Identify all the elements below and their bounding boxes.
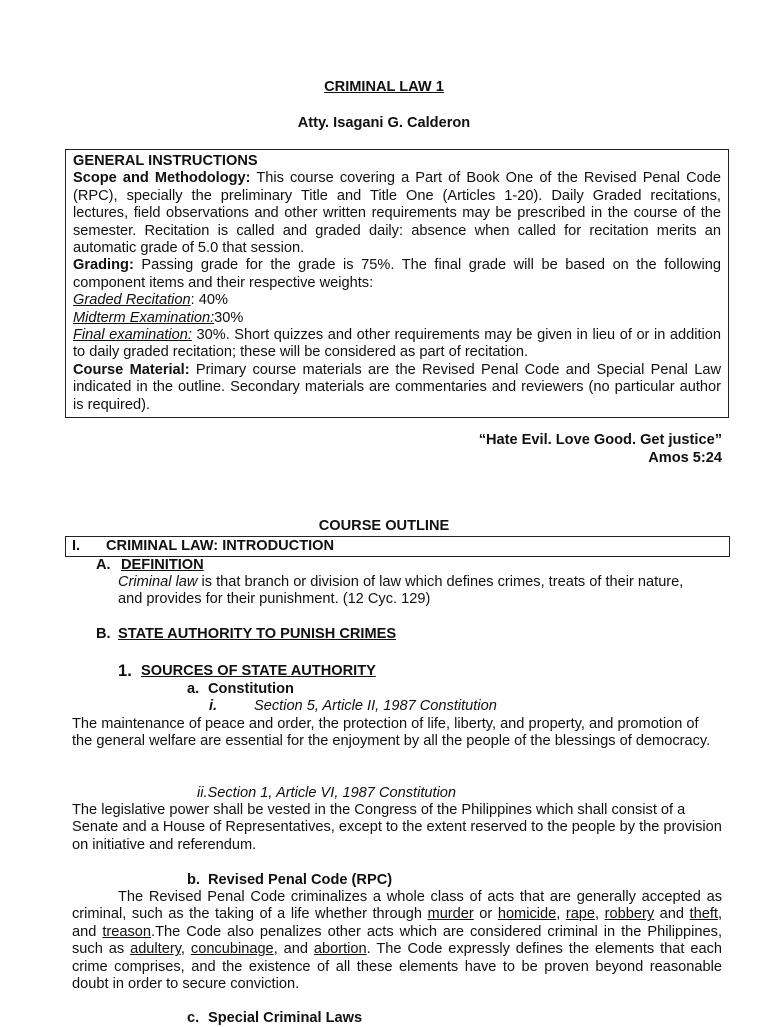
definition-term: Criminal law <box>118 574 198 590</box>
quote-source: Amos 5:24 <box>648 450 722 466</box>
title-text: CRIMINAL LAW 1 <box>324 79 444 95</box>
weight-recitation-label: Graded Recitation <box>73 292 191 309</box>
special-laws-heading: Special Criminal Laws <box>208 1010 363 1026</box>
grading-text: Passing grade for the grade is 75%. The final grade will be based on the following component items and their respective weights: <box>73 257 721 291</box>
rpc-text-2: .The Code also penalizes other acts which are considered criminal in the Philippines, such as <box>72 923 722 958</box>
scope-text: This course covering a Part of Book One of the Revised Penal Code (RPC), specially the preliminary Title and Title One (Articles 1-20). Daily Graded recitations, lectures, field observations and other written requirements may be prescribed in the course of the semester. Recitation is called and graded daily: absence when called for recitation merits an automatic grade of 5.0 that session. <box>73 170 721 257</box>
weight-recitation <box>73 292 721 309</box>
definition-heading: DEFINITION <box>121 557 204 573</box>
section5-text: The maintenance of peace and order, the protection of life, liberty, and property, and promotion of the general welfare are essential for the enjoyment by all the people of the blessings of democracy. <box>72 716 711 750</box>
rpc-text-1: The Revised Penal Code criminalizes a whole class of acts that are generally accepted as criminal, such as the taking of a life whether through <box>72 889 722 923</box>
item-a-label: A. <box>96 557 111 573</box>
crime-adultery: adultery <box>130 941 181 958</box>
rpc-heading: Revised Penal Code (RPC) <box>208 872 393 888</box>
crime-robbery: robbery <box>604 906 655 923</box>
weight-recitation-value: : 40% <box>190 292 228 309</box>
section-one-title: CRIMINAL LAW: INTRODUCTION <box>106 538 335 554</box>
rpc-paragraph <box>72 889 722 993</box>
weight-final-value: 30%. Short quizzes and other requirements may be given in lieu of or in addition to daily graded recitation; these will be considered as part of recitation. <box>73 327 721 361</box>
scope-label: Scope and Methodology: <box>73 170 251 187</box>
author-name: Atty. Isagani G. Calderon <box>297 115 471 131</box>
crime-abortion: abortion <box>313 941 367 958</box>
document-title <box>0 79 768 96</box>
crime-treason: treason <box>102 923 152 940</box>
weight-final-label: Final examination: <box>73 327 192 344</box>
section1-citation: ii.Section 1, Article VI, 1987 Constitution <box>197 785 457 801</box>
sources-heading: SOURCES OF STATE AUTHORITY <box>141 663 376 679</box>
instructions-heading: GENERAL INSTRUCTIONS <box>73 153 258 169</box>
item-sub-b-label: b. <box>187 872 200 888</box>
section5-citation: Section 5, Article II, 1987 Constitution <box>254 698 497 714</box>
rpc-text-3: . The Code expressly defines the elements that each crime comprises, and the existence of all these elements have to be proven beyond reasonable doubt in order to secure conviction. <box>72 941 723 993</box>
course-outline-heading: COURSE OUTLINE <box>318 518 450 534</box>
grading-label: Grading: <box>73 257 134 274</box>
weight-final <box>73 327 721 362</box>
material-paragraph <box>73 362 721 414</box>
item-sub-c-label: c. <box>187 1010 200 1026</box>
definition-paragraph <box>118 574 708 609</box>
rpc-sep-or: or <box>473 906 498 923</box>
crime-concubinage: concubinage <box>190 941 274 958</box>
item-i-label: i. <box>209 698 218 714</box>
weight-midterm <box>73 310 721 327</box>
quote-text: “Hate Evil. Love Good. Get justice” <box>478 432 722 448</box>
crime-murder: murder <box>427 906 474 923</box>
crime-homicide: homicide <box>497 906 557 923</box>
item-b-label: B. <box>96 626 111 642</box>
crime-rape: rape <box>565 906 596 923</box>
scope-paragraph <box>73 170 721 257</box>
material-label: Course Material: <box>73 361 190 378</box>
rpc-sep-2: , <box>595 906 605 923</box>
crime-theft: theft <box>689 906 718 923</box>
material-text: Primary course materials are the Revised Penal Code and Special Penal Law indicated in the outline. Secondary materials are commentaries and reviewers (no particular author is required). <box>73 361 721 413</box>
grading-paragraph <box>73 257 721 292</box>
rpc-sep-3: , and <box>72 906 723 940</box>
section-one-number: I. <box>72 538 81 554</box>
rpc-sep-5: , and <box>273 941 314 958</box>
state-authority-heading: STATE AUTHORITY TO PUNISH CRIMES <box>118 626 397 642</box>
section1-text: The legislative power shall be vested in the Congress of the Philippines which shall consist of a Senate and a House of Representatives, except to the extent reserved to the people by the provision on initiative and referendum. <box>72 802 722 853</box>
weight-midterm-value: 30% <box>214 309 244 326</box>
item-1-label: 1. <box>118 661 132 680</box>
constitution-heading: Constitution <box>208 681 294 697</box>
general-instructions-box <box>65 149 729 418</box>
rpc-sep-and: and <box>654 906 690 923</box>
rpc-sep-4: , <box>180 941 191 958</box>
item-sub-a-label: a. <box>187 681 200 697</box>
definition-text: is that branch or division of law which defines crimes, treats of their nature, and provides for their punishment. (12 Cyc. 129) <box>118 574 684 608</box>
rpc-sep-1: , <box>556 906 566 923</box>
weight-midterm-label: Midterm Examination: <box>73 309 215 326</box>
